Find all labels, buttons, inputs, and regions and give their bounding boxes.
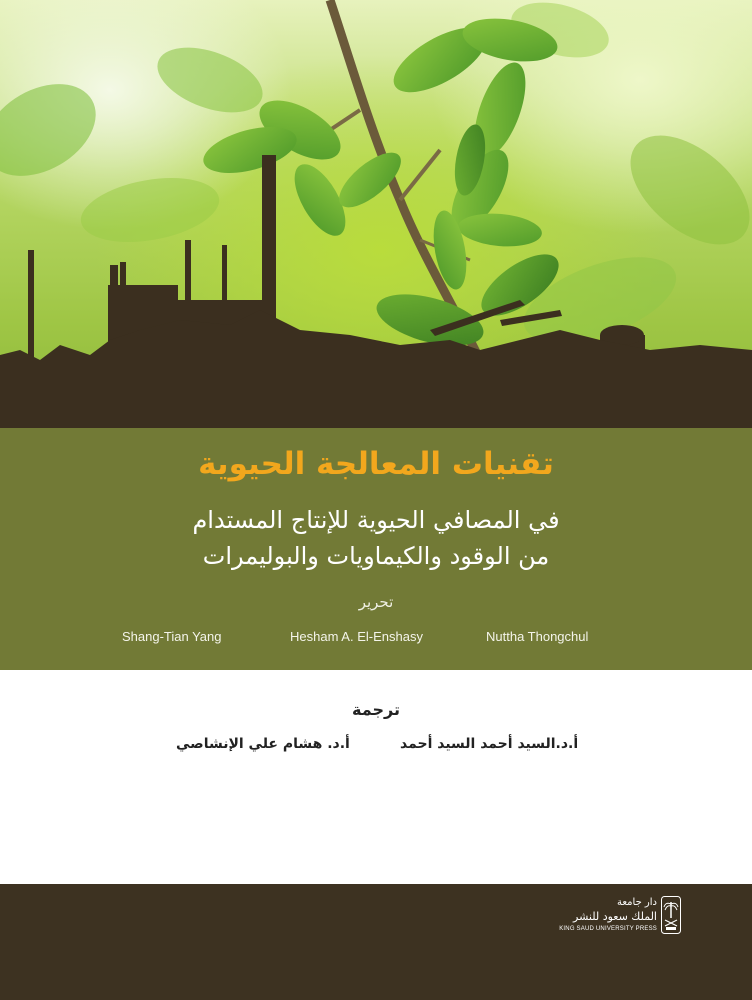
publisher-line-3: KING SAUD UNIVERSITY PRESS xyxy=(559,926,657,932)
translator-name: أ.د.السيد أحمد السيد أحمد xyxy=(400,736,579,752)
palm-swords-emblem-icon xyxy=(661,896,681,934)
translator-name: أ.د. هشام علي الإنشاصي xyxy=(176,736,350,752)
publisher-line-1: دار جامعة xyxy=(616,897,657,908)
cover-photo xyxy=(0,0,752,428)
editor-name: Nuttha Thongchul xyxy=(486,629,589,644)
title-band xyxy=(0,428,752,670)
book-subtitle-line-1: في المصافي الحيوية للإنتاج المستدام xyxy=(192,506,560,534)
publisher-name xyxy=(547,896,657,934)
edited-by-label: تحرير xyxy=(358,593,394,611)
publisher-line-2: الملك سعود للنشر xyxy=(573,910,657,923)
leaves-factory-illustration xyxy=(0,0,752,428)
book-subtitle-line-2: من الوقود والكيماويات والبوليمرات xyxy=(202,542,550,570)
book-title: تقنيات المعالجة الحيوية xyxy=(198,446,554,482)
editor-name: Shang-Tian Yang xyxy=(122,629,222,644)
translation-label: ترجمة xyxy=(352,700,400,719)
publisher-footer xyxy=(0,884,752,1000)
editor-name: Hesham A. El-Enshasy xyxy=(290,629,423,644)
